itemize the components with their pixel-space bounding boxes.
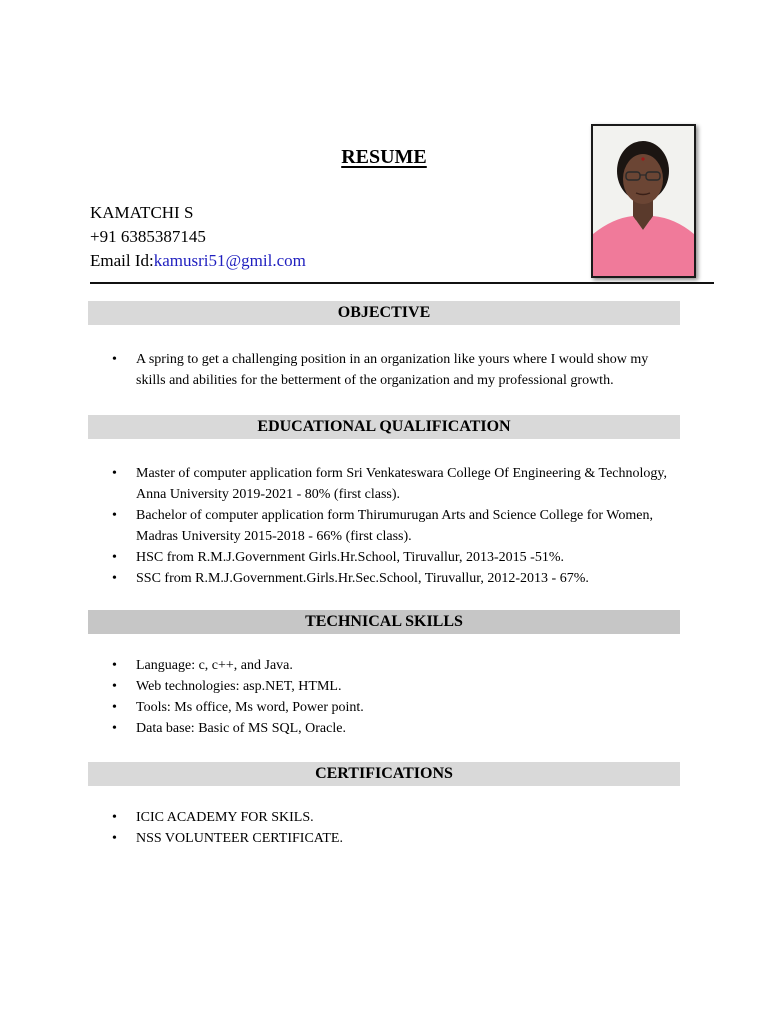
email-link[interactable]: kamusri51@gmil.com — [153, 251, 306, 270]
profile-photo — [591, 124, 696, 278]
list-item: • NSS VOLUNTEER CERTIFICATE. — [112, 828, 672, 849]
portrait-image — [593, 126, 694, 276]
header-divider — [90, 282, 714, 284]
list-item: • Bachelor of computer application form Thirumurugan Arts and Science College for Women, Madras University 2015-2018 - 66% (first class). — [112, 505, 672, 547]
candidate-name: KAMATCHI S — [90, 203, 194, 222]
list-item: • Web technologies: asp.NET, HTML. — [112, 676, 672, 697]
email-label: Email Id: — [90, 251, 154, 270]
objective-list — [112, 349, 672, 391]
section-heading-certifications: CERTIFICATIONS — [88, 762, 680, 786]
list-item: • Language: c, c++, and Java. — [112, 655, 672, 676]
section-heading-skills: TECHNICAL SKILLS — [88, 610, 680, 634]
section-heading-objective: OBJECTIVE — [88, 301, 680, 325]
list-item: • HSC from R.M.J.Government Girls.Hr.School, Tiruvallur, 2013-2015 -51%. — [112, 547, 672, 568]
list-item: • Data base: Basic of MS SQL, Oracle. — [112, 718, 672, 739]
education-list — [112, 463, 672, 589]
list-item: • ICIC ACADEMY FOR SKILS. — [112, 807, 672, 828]
list-item: • SSC from R.M.J.Government.Girls.Hr.Sec.School, Tiruvallur, 2012-2013 - 67%. — [112, 568, 672, 589]
certifications-list — [112, 807, 672, 849]
list-item: • Master of computer application form Sri Venkateswara College Of Engineering & Technology, Anna University 2019-2021 - 80% (first class). — [112, 463, 672, 505]
email-line — [90, 249, 306, 273]
phone-number: +91 6385387145 — [90, 227, 206, 246]
list-item: • Tools: Ms office, Ms word, Power point. — [112, 697, 672, 718]
list-item: • A spring to get a challenging position in an organization like yours where I would show my skills and abilities for the betterment of the organization and my professional growth. — [112, 349, 672, 391]
resume-title: RESUME — [341, 146, 427, 168]
skills-list — [112, 655, 672, 739]
section-heading-education: EDUCATIONAL QUALIFICATION — [88, 415, 680, 439]
